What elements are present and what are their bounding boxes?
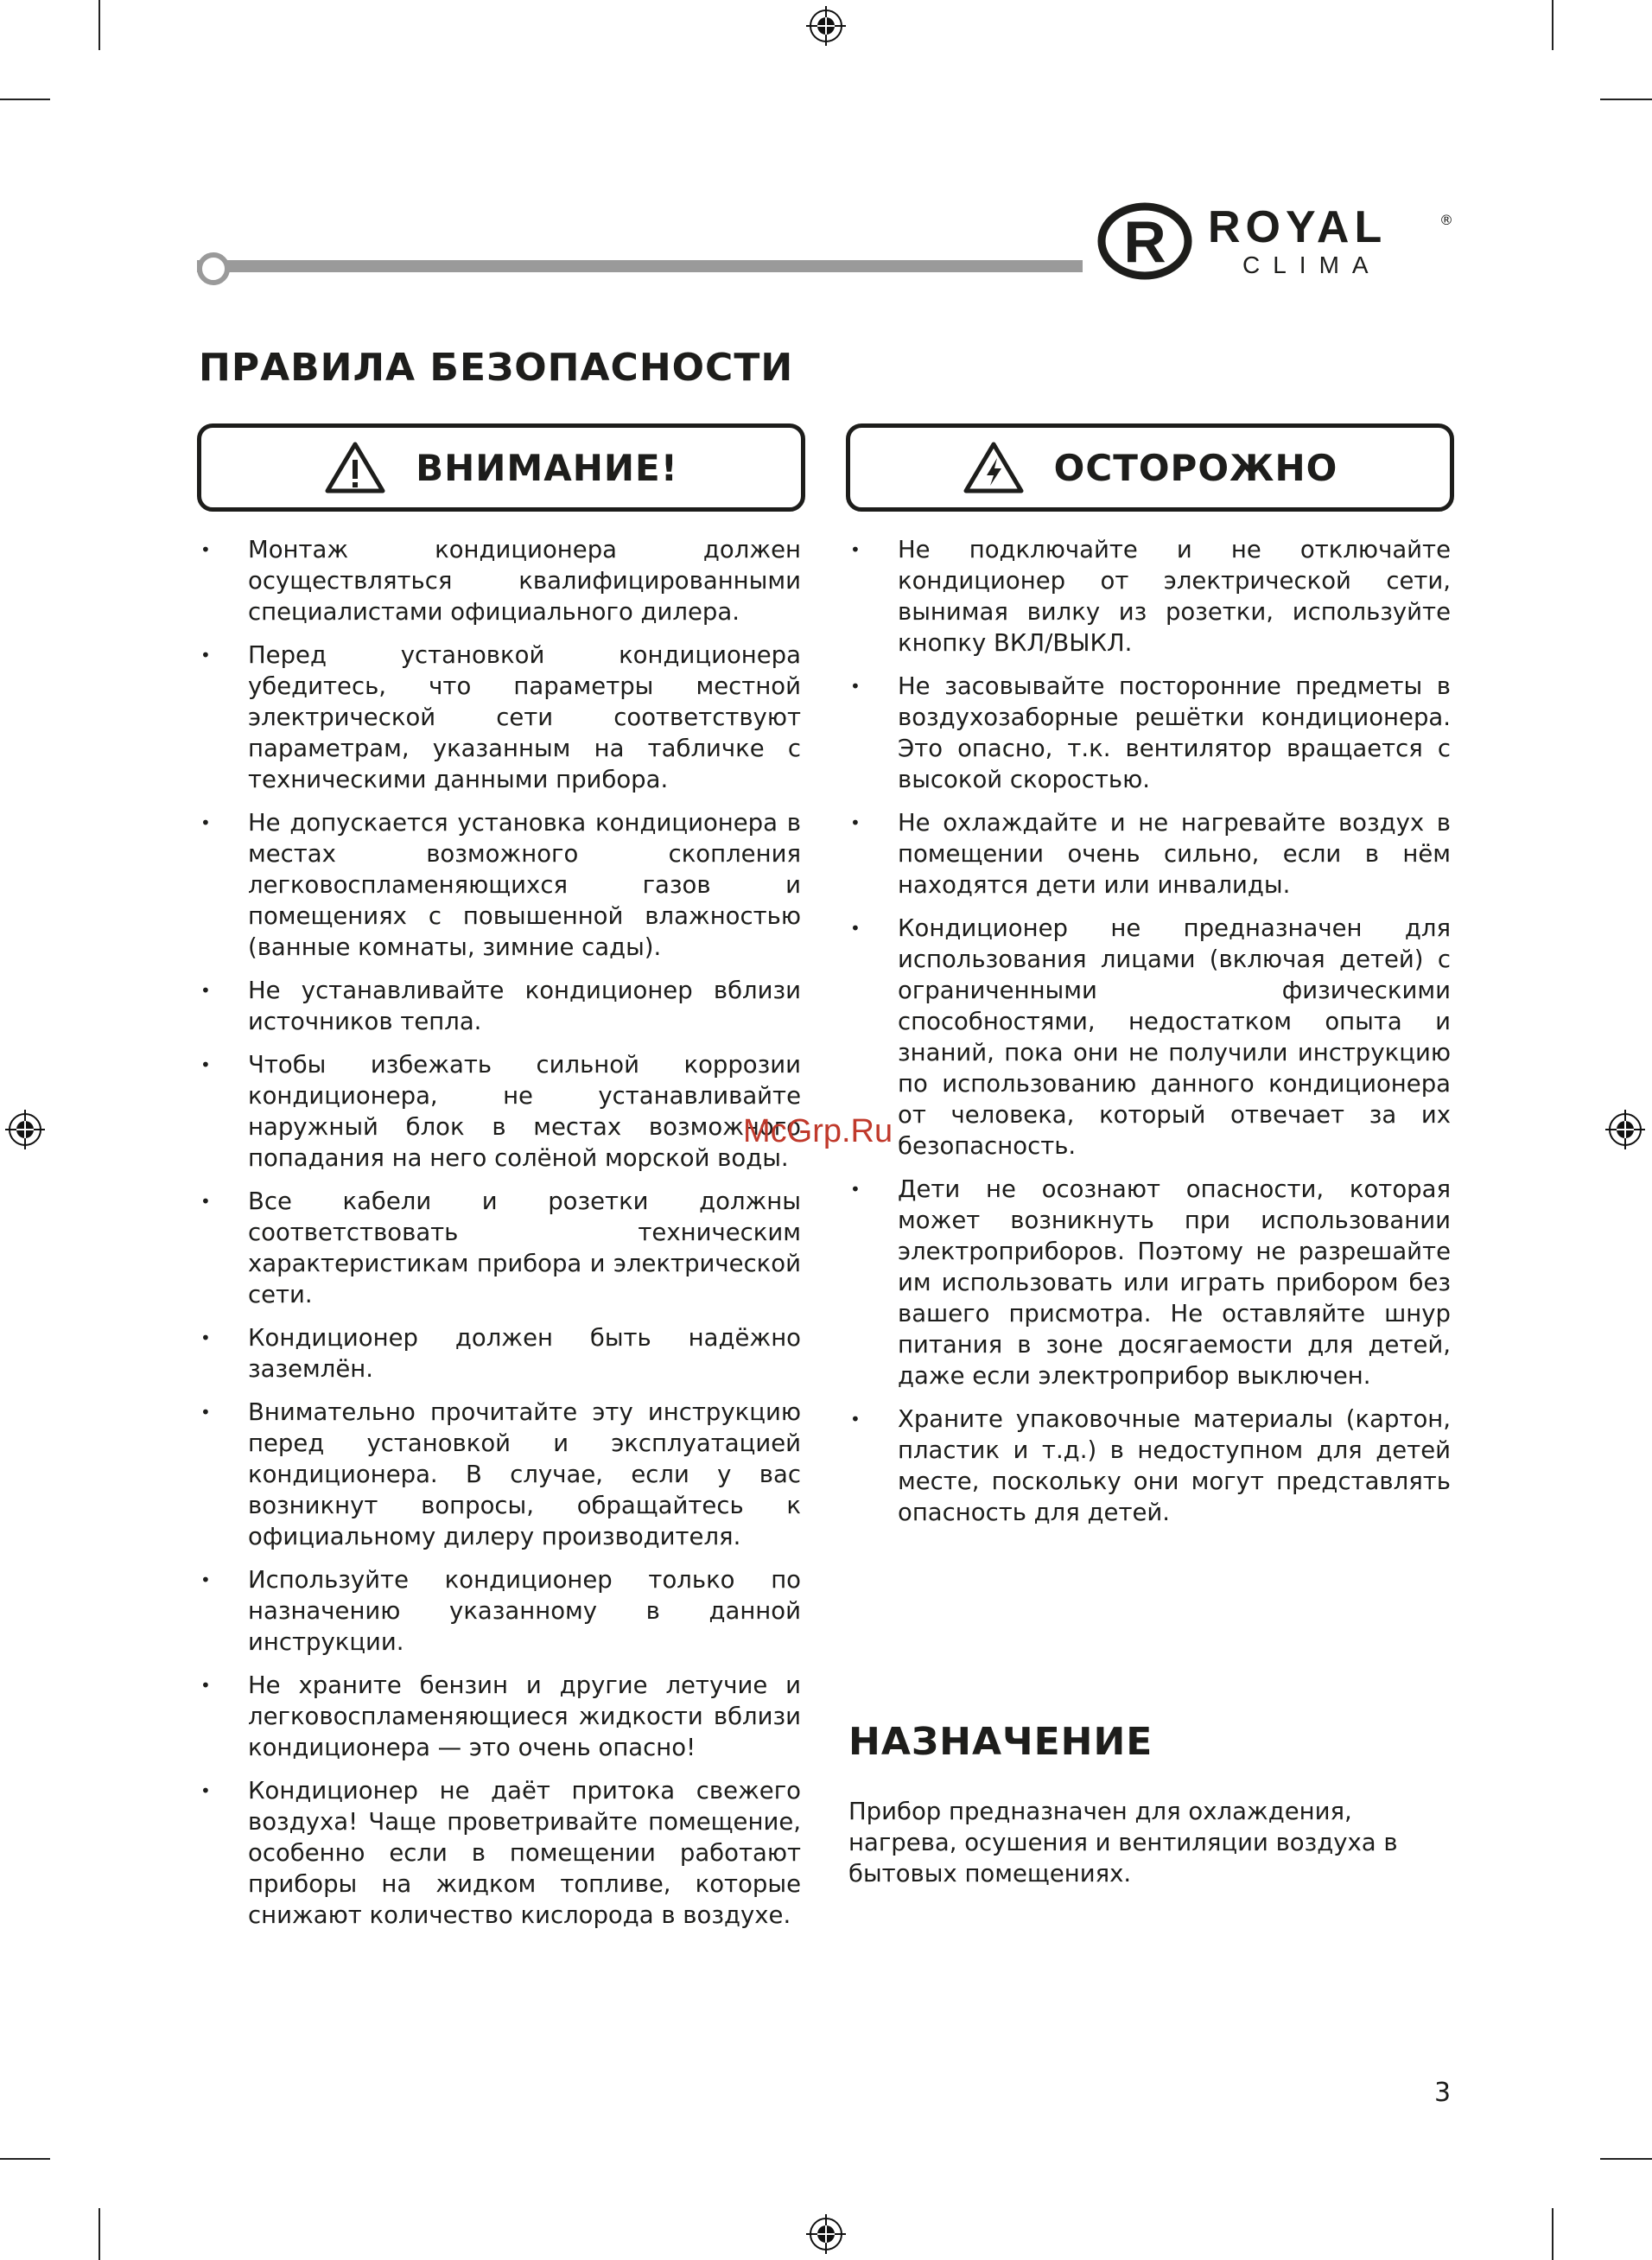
purpose-title: НАЗНАЧЕНИЕ	[848, 1720, 1153, 1764]
crop-mark	[1552, 0, 1554, 50]
attention-list	[199, 534, 801, 1943]
crop-mark	[98, 0, 100, 50]
brand-logo	[1097, 201, 1460, 281]
attention-title: ВНИМАНИЕ!	[416, 446, 678, 489]
crop-mark	[1600, 2158, 1652, 2160]
bullet: •	[200, 1780, 211, 1801]
list-item-text: Используйте кондиционер только по назначению указанному в данной инструкции.	[248, 1566, 801, 1656]
list-item	[199, 1564, 801, 1658]
list-item	[199, 534, 801, 627]
list-item	[848, 1174, 1451, 1391]
list-item-text: Кондиционер не предназначен для использования лицами (включая детей) с ограниченными физическими способностями, недостатком опыта и знаний, пока они не получили инструкцию по использованию данного кондиционера от человека, который отвечает за их безопасность.	[898, 914, 1451, 1160]
registration-mark-icon	[5, 1110, 45, 1149]
bullet: •	[850, 1179, 861, 1200]
page-title: ПРАВИЛА БЕЗОПАСНОСТИ	[199, 346, 794, 390]
bullet: •	[200, 1054, 211, 1075]
list-item	[199, 640, 801, 795]
bullet: •	[200, 1191, 211, 1212]
list-item-text: Кондиционер должен быть надёжно заземлён.	[248, 1324, 801, 1383]
crop-mark	[98, 2208, 100, 2260]
bullet: •	[850, 812, 861, 833]
brand-subname: CLIMA	[1242, 251, 1382, 278]
list-item-text: Не охлаждайте и не нагревайте воздух в помещении очень сильно, если в нём находятся дети или инвалиды.	[898, 809, 1451, 899]
list-item	[199, 975, 801, 1037]
list-item-text: Внимательно прочитайте эту инструкцию перед установкой и эксплуатацией кондиционера. В случае, если у вас возникнут вопросы, обращайтесь к официальному дилеру производителя.	[248, 1398, 801, 1550]
list-item	[848, 671, 1451, 795]
list-item	[199, 1186, 801, 1310]
svg-text:R: R	[1123, 209, 1166, 275]
bullet: •	[850, 539, 861, 560]
bullet: •	[200, 539, 211, 560]
bullet: •	[200, 1327, 211, 1348]
exclamation-triangle-icon	[324, 441, 386, 494]
list-item-text: Не устанавливайте кондиционер вблизи источников тепла.	[248, 977, 801, 1035]
bullet: •	[850, 1409, 861, 1429]
bullet: •	[850, 676, 861, 697]
list-item-text: Монтаж кондиционера должен осуществляться квалифицированными специалистами официального дилера.	[248, 536, 801, 626]
caution-list	[848, 534, 1451, 1540]
crop-mark	[0, 2158, 50, 2160]
list-item-text: Все кабели и розетки должны соответствовать техническим характеристикам прибора и электрической сети.	[248, 1187, 801, 1308]
list-item-text: Не подключайте и не отключайте кондиционер от электрической сети, вынимая вилку из розетки, используйте кнопку ВКЛ/ВЫКЛ.	[898, 536, 1451, 657]
page-number: 3	[1434, 2078, 1452, 2108]
registration-mark-icon	[1605, 1110, 1645, 1149]
registration-mark-icon	[806, 2214, 846, 2254]
list-item	[848, 807, 1451, 901]
bullet: •	[850, 918, 861, 939]
list-item	[848, 913, 1451, 1162]
list-item-text: Дети не осознают опасности, которая может возникнуть при использовании электроприборов. Поэтому не разрешайте им использовать или играть прибором без вашего присмотра. Не оставляйте шнур питания в зоне досягаемости для детей, даже если электроприбор выключен.	[898, 1175, 1451, 1390]
list-item-text: Кондиционер не даёт притока свежего воздуха! Чаще проветривайте помещение, особенно если в помещении работают приборы на жидком топливе, которые снижают количество кислорода в воздухе.	[248, 1777, 801, 1929]
list-item-text: Чтобы избежать сильной коррозии кондиционера, не устанавливайте наружный блок в местах возможного попадания на него солёной морской воды.	[248, 1051, 801, 1172]
registration-mark-icon	[806, 6, 846, 46]
list-item	[199, 1322, 801, 1385]
list-item-text: Не храните бензин и другие летучие и легковоспламеняющиеся жидкости вблизи кондиционера — это очень опасно!	[248, 1671, 801, 1761]
list-item	[199, 1775, 801, 1931]
bullet: •	[200, 812, 211, 833]
brand-name: ROYAL	[1208, 202, 1388, 252]
watermark: McGrp.Ru	[743, 1113, 893, 1149]
list-item	[199, 1049, 801, 1174]
list-item-text: Не засовывайте посторонние предметы в воздухозаборные решётки кондиционера. Это опасно, т.к. вентилятор вращается с высокой скоростью.	[898, 672, 1451, 793]
list-item-text: Храните упаковочные материалы (картон, пластик и т.д.) в недоступном для детей месте, поскольку они могут представлять опасность для детей.	[898, 1405, 1451, 1526]
crop-mark	[1552, 2208, 1554, 2260]
list-item	[199, 1670, 801, 1763]
lightning-triangle-icon	[963, 441, 1025, 494]
list-item	[199, 1397, 801, 1552]
crop-mark	[1600, 99, 1652, 100]
bullet: •	[200, 1569, 211, 1590]
list-item	[848, 534, 1451, 659]
list-item	[199, 807, 801, 963]
attention-header	[197, 423, 805, 512]
list-item-text: Перед установкой кондиционера убедитесь, что параметры местной электрической сети соответствуют параметрам, указанным на табличке с техническими данными прибора.	[248, 641, 801, 793]
royal-clima-emblem-icon	[1097, 201, 1192, 281]
bullet: •	[200, 980, 211, 1001]
caution-title: ОСТОРОЖНО	[1053, 446, 1338, 489]
list-item	[848, 1404, 1451, 1528]
list-item-text: Не допускается установка кондиционера в местах возможного скопления легковоспламеняющихся газов и помещениях с повышенной влажностью (ванные комнаты, зимние сады).	[248, 809, 801, 961]
crop-mark	[0, 99, 50, 100]
brand-registered-mark: ®	[1439, 212, 1453, 228]
caution-header	[846, 423, 1454, 512]
bullet: •	[200, 1402, 211, 1423]
header-rule	[197, 260, 1083, 272]
bullet: •	[200, 1675, 211, 1696]
header-rule-circle	[197, 252, 230, 285]
purpose-text: Прибор предназначен для охлаждения, нагрева, осушения и вентиляции воздуха в бытовых помещениях.	[848, 1798, 1398, 1888]
bullet: •	[200, 645, 211, 665]
